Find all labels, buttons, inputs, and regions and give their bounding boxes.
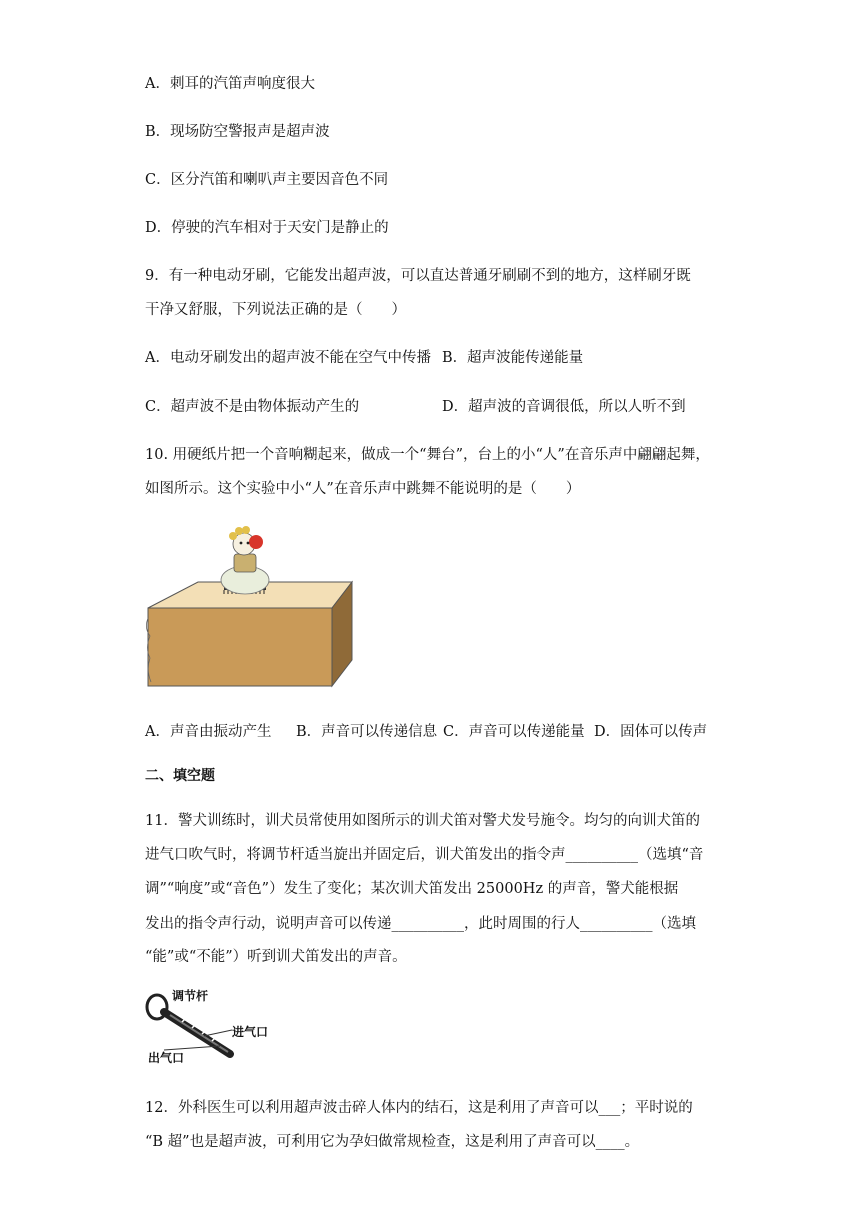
q8-option-b: B．现场防空警报声是超声波: [145, 124, 330, 140]
label-air-outlet: 出气口: [148, 1051, 185, 1065]
q10-option-a: A．声音由振动产生: [145, 724, 272, 740]
q9-option-d: D．超声波的音调很低，所以人听不到: [442, 399, 686, 415]
q10-stem-line1: 10. 用硬纸片把一个音响糊起来，做成一个“舞台”，台上的小“人”在音乐声中翩翩起舞，: [145, 447, 710, 463]
q10-option-b: B．声音可以传递信息: [296, 724, 438, 740]
q8-option-a: A．刺耳的汽笛声响度很大: [145, 76, 315, 92]
q10-option-d: D．固体可以传声: [594, 724, 708, 740]
q10-option-c: C．声音可以传递能量: [443, 724, 585, 740]
q10-stem-line2: 如图所示。这个实验中小“人”在音乐声中跳舞不能说明的是（ ）: [145, 481, 581, 497]
q11-stem-line1: 11．警犬训练时，训犬员常使用如图所示的训犬笛对警犬发号施令。均匀的向训犬笛的: [145, 813, 700, 829]
q9-option-a: A．电动牙刷发出的超声波不能在空气中传播: [145, 350, 431, 366]
q9-stem-line2: 干净又舒服，下列说法正确的是（ ）: [145, 302, 406, 318]
q12-stem-line1: 12．外科医生可以利用超声波击碎人体内的结石，这是利用了声音可以___；平时说的: [145, 1100, 693, 1116]
q12-stem-line2: “B 超”也是超声波，可利用它为孕妇做常规检查，这是利用了声音可以____。: [145, 1134, 640, 1150]
q11-stem-line2: 进气口吹气时，将调节杆适当旋出并固定后，训犬笛发出的指令声__________（选填“音: [145, 847, 704, 863]
q11-stem-line3: 调”“响度”或“音色”）发生了变化；某次训犬笛发出 25000Hz 的声音，警犬能根据: [145, 881, 679, 897]
q9-option-b: B．超声波能传递能量: [442, 350, 584, 366]
q9-option-c: C．超声波不是由物体振动产生的: [145, 399, 360, 415]
q8-option-c: C．区分汽笛和喇叭声主要因音色不同: [145, 172, 389, 188]
q11-stem-line5: “能”或“不能”）听到训犬笛发出的声音。: [145, 949, 407, 965]
q9-stem-line1: 9．有一种电动牙刷，它能发出超声波，可以直达普通牙刷刷不到的地方，这样刷牙既: [145, 268, 691, 284]
speaker-stage-figure: [140, 518, 365, 693]
section-heading: 二、填空题: [145, 768, 215, 784]
q11-stem-line4: 发出的指令声行动，说明声音可以传递__________，此时周围的行人__________（选填: [145, 916, 696, 932]
label-air-inlet: 进气口: [232, 1025, 269, 1039]
label-adjust-rod: 调节杆: [172, 989, 209, 1003]
dog-whistle-figure: [142, 984, 277, 1074]
q8-option-d: D．停驶的汽车相对于天安门是静止的: [145, 220, 389, 236]
